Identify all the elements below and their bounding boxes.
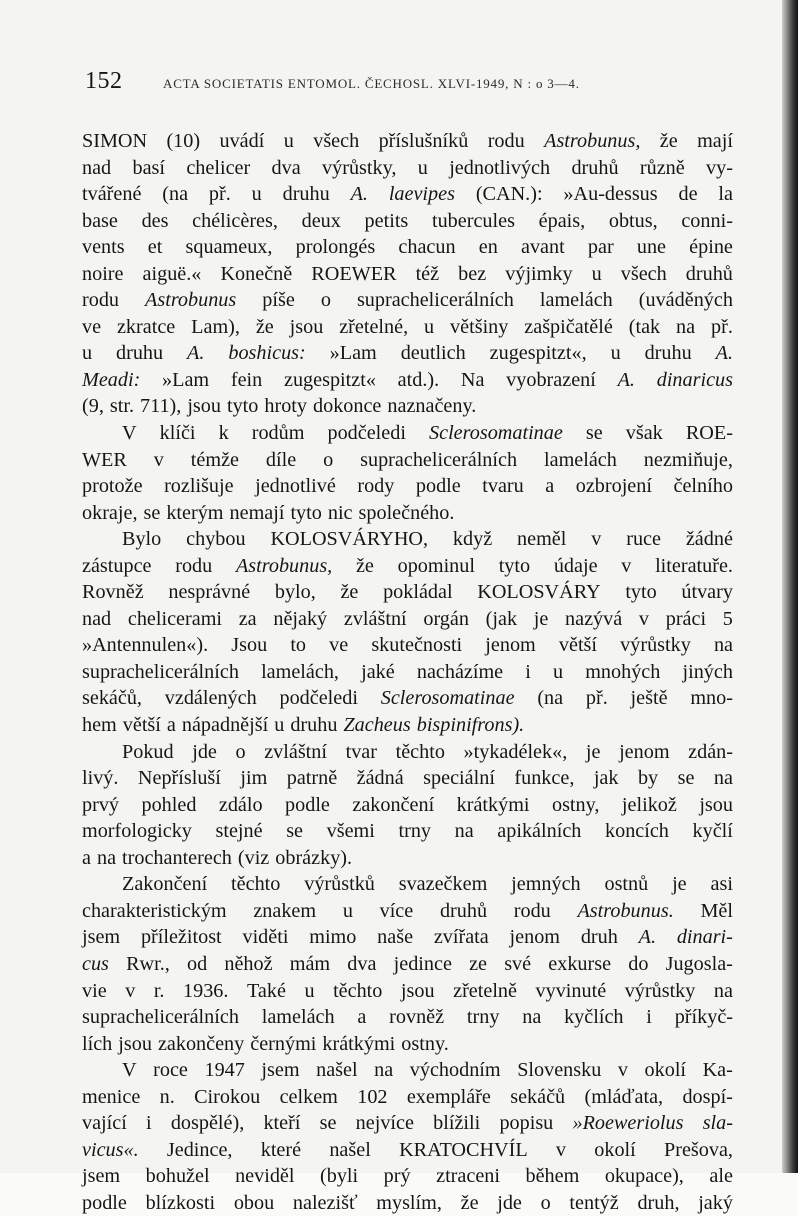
paragraph (82, 871, 733, 1057)
text-line: V roce 1947 jsem našel na východním Slovensku v okolí Ka- (122, 1059, 733, 1082)
text-line: vicus«. Jedince, které našel KRATOCHVÍL v okolí Prešova, (82, 1138, 733, 1161)
text-line: sekáčů, vzdálených podčeledi Sclerosomatinae (na př. ještě mno- (82, 687, 733, 710)
text-line: noire aiguë.« Konečně ROEWER též bez výjimky u všech druhů (82, 262, 733, 285)
text-line: Pokud jde o zvláštní tvar těchto »tykadélek«, je jenom zdán- (122, 740, 733, 763)
text-line: Bylo chybou KOLOSVÁRYHO, když neměl v ruce žádné (122, 528, 733, 551)
text-line: protože rozlišuje jednotlivé rody podle tvaru a ozbrojení čelního (82, 475, 733, 498)
text-line: cus Rwr., od něhož mám dva jedince ze své exkurse do Jugosla- (82, 952, 733, 975)
text-line: suprachelicerálních lamelách, jaké nacházíme i u mnohých jiných (82, 660, 733, 683)
text-line: vie v r. 1936. Také u těchto jsou zřetelně vyvinuté výrůstky na (82, 979, 733, 1002)
text-line: Zakončení těchto výrůstků svazečkem jemných ostnů je asi (122, 873, 733, 896)
text-line: a na trochanterech (viz obrázky). (82, 846, 353, 869)
text-line: podle blízkosti obou nalezišť myslím, že jde o tentýž druh, jaký (82, 1191, 733, 1214)
text-line: V klíči k rodům podčeledi Sclerosomatinae se však ROE- (122, 422, 733, 445)
text-line: charakteristickým znakem u více druhů rodu Astrobunus. Měl (82, 899, 733, 922)
paragraph (82, 526, 733, 738)
paragraph (82, 739, 733, 872)
text-line: u druhu A. boshicus: »Lam deutlich zugespitzt«, u druhu A. (82, 342, 733, 365)
text-line: »Antennulen«). Jsou to ve skutečnosti jenom větší výrůstky na (82, 634, 733, 657)
running-title: ACTA SOCIETATIS ENTOMOL. ČECHOSL. XLVI-1949, N : o 3—4. (163, 76, 580, 91)
text-line: okraje, se kterým nemají tyto nic společného. (82, 501, 455, 524)
page-number: 152 (85, 68, 123, 94)
text-line: jsem příležitost viděti mimo naše zvířata jenom druh A. dinari- (82, 926, 733, 949)
text-line: base des chélicères, deux petits tubercules épais, obtus, conni- (82, 209, 733, 232)
text-line: ve zkratce Lam), že jsou zřetelné, u většiny zašpičatělé (tak na př. (82, 315, 733, 338)
text-line: tvářené (na př. u druhu A. laevipes (CAN.): »Au-dessus de la (82, 183, 733, 206)
text-line: hem větší a nápadnější u druhu Zacheus bispinifrons). (82, 714, 525, 737)
text-line: suprachelicerálních lamelách a rovněž trny na kyčlích i příkyč- (82, 1006, 733, 1029)
paragraph (82, 420, 733, 526)
paragraph (82, 128, 733, 420)
text-line: vents et squameux, prolongés chacun en avant par une épine (82, 236, 733, 259)
text-line: vající i dospělé), kteří se nejvíce blížili popisu »Roeweriolus sla- (82, 1112, 733, 1135)
scan-edge-shadow (782, 0, 798, 1173)
text-line: Rovněž nesprávné bylo, že pokládal KOLOSVÁRY tyto útvary (82, 581, 733, 604)
text-line: SIMON (10) uvádí u všech příslušníků rodu Astrobunus, že mají (82, 130, 733, 152)
text-line: WER v témže díle o suprachelicerálních lamelách nezmiňuje, (82, 448, 733, 471)
text-line: jsem bohužel neviděl (byli prý ztraceni během okupace), ale (82, 1165, 733, 1188)
text-line: morfologicky stejné se všemi trny na apikálních koncích kyčlí (82, 820, 733, 843)
text-line: (9, str. 711), jsou tyto hroty dokonce naznačeny. (82, 395, 477, 418)
text-line: zástupce rodu Astrobunus, že opominul tyto údaje v literatuře. (82, 554, 733, 577)
text-line: menice n. Cirokou celkem 102 exempláře sekáčů (mláďata, dospí- (82, 1085, 733, 1108)
text-line: nad chelicerami za nějaký zvláštní orgán (jak je nazývá v práci 5 (82, 607, 733, 630)
text-line: nad basí chelicer dva výrůstky, u jednotlivých druhů různě vy- (82, 156, 733, 179)
text-line: lích jsou zakončeny černými krátkými ostny. (82, 1032, 449, 1055)
text-line: prvý pohled zdálo podle zakončení krátkými ostny, jelikož jsou (82, 793, 733, 816)
page-header (85, 68, 735, 98)
text-line: rodu Astrobunus píše o suprachelicerálních lamelách (uváděných (82, 289, 733, 312)
paragraph (82, 1057, 733, 1216)
text-line: Meadi: »Lam fein zugespitzt« atd.). Na vyobrazení A. dinaricus (82, 368, 733, 391)
text-line: livý. Nepřísluší jim patrně žádná speciální funkce, jak by se na (82, 767, 733, 790)
article-body (82, 128, 733, 1216)
